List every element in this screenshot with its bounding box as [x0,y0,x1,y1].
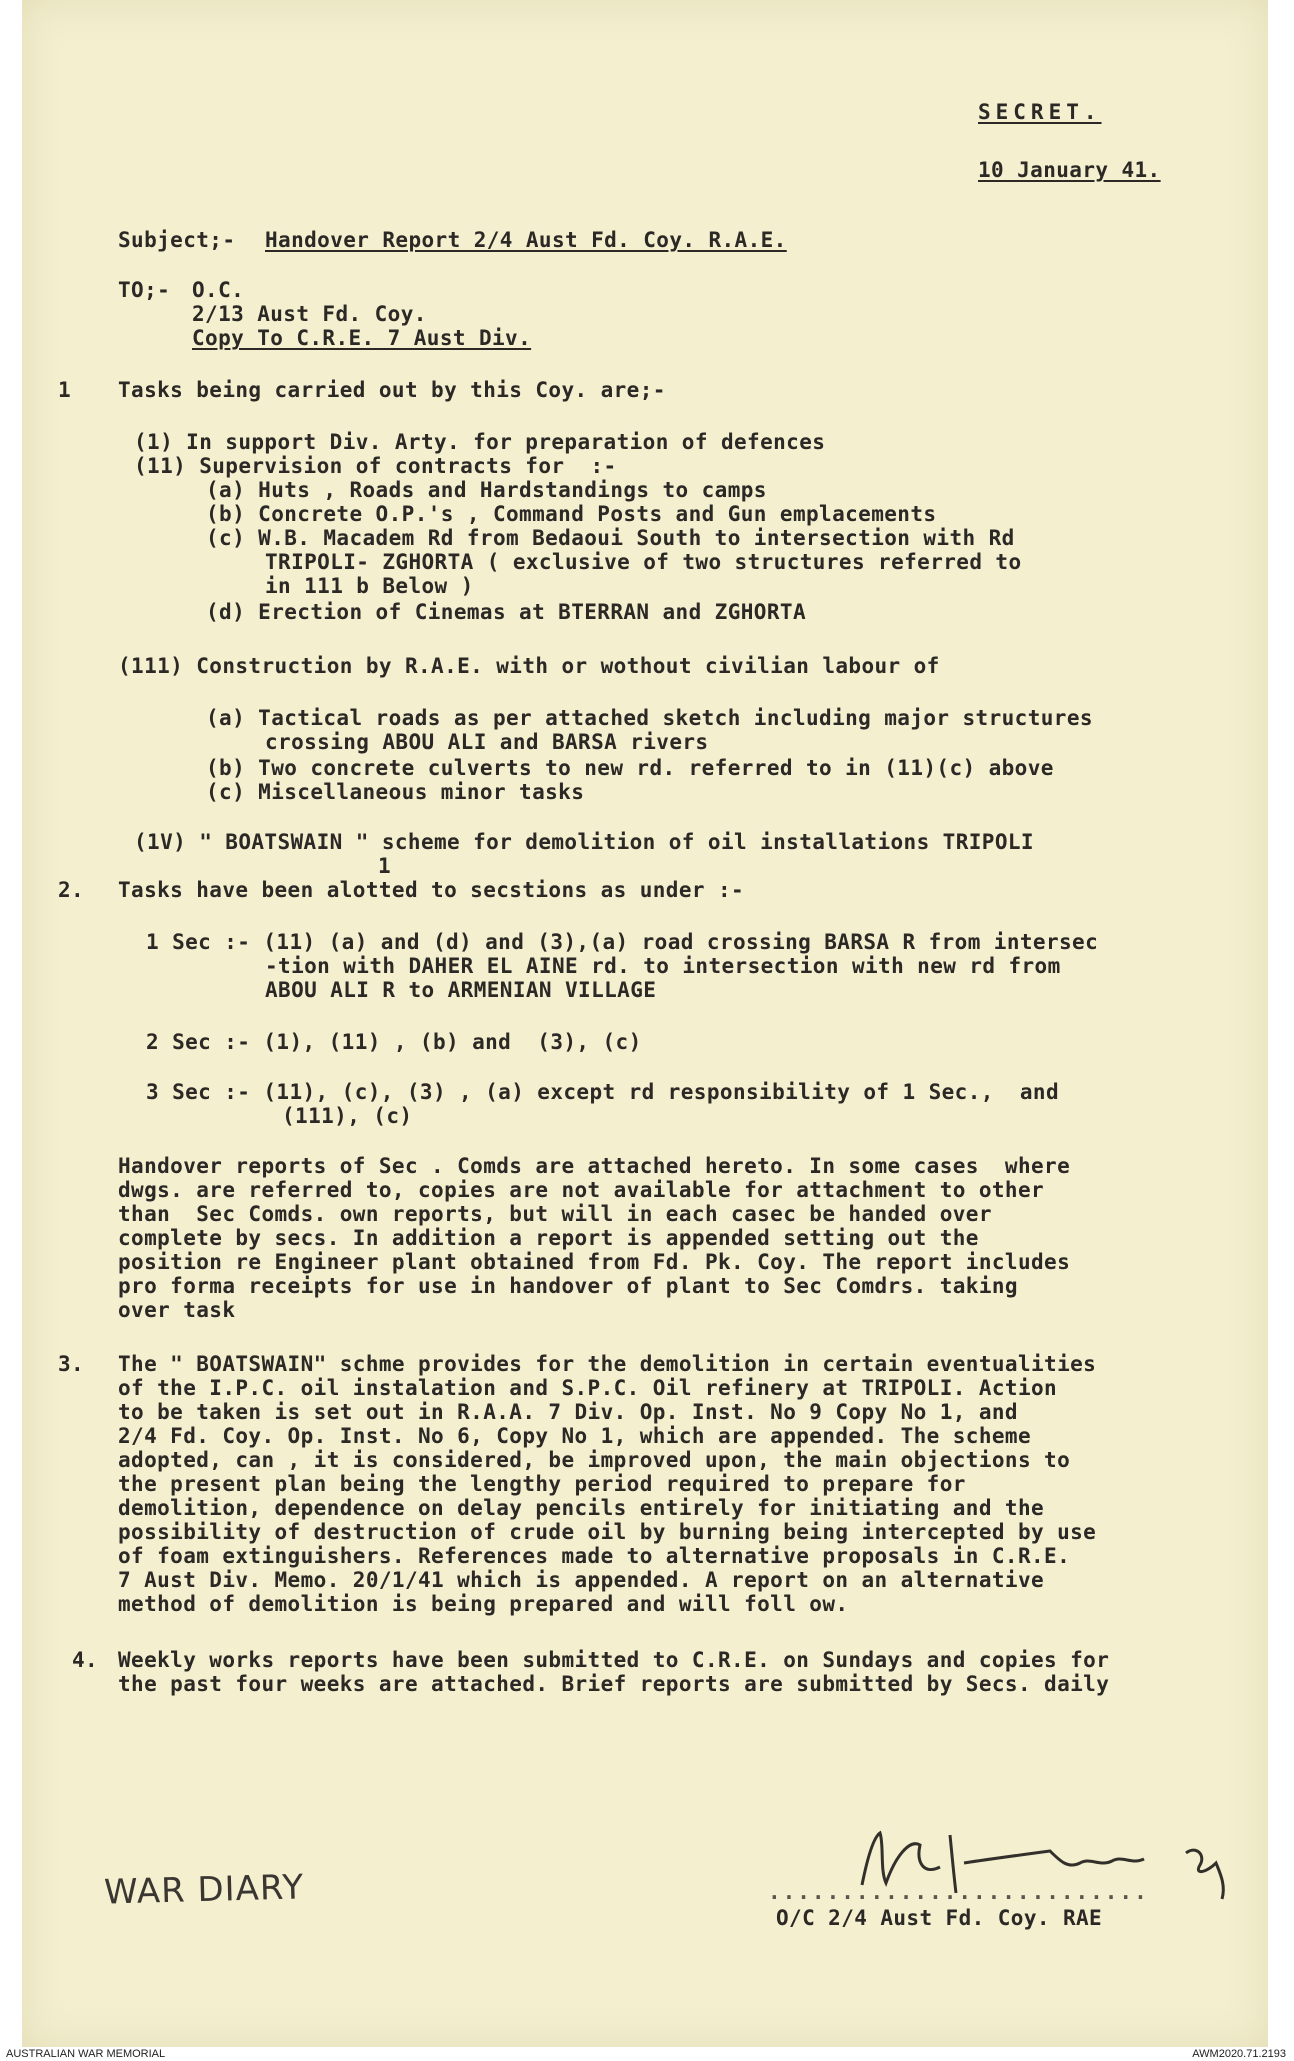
para-2-line: -tion with DAHER EL AINE rd. to intersection with new rd from [265,954,1061,978]
para-1-lead: Tasks being carried out by this Coy. are;- [118,378,666,402]
para-1-line: (111) Construction by R.A.E. with or wothout civilian labour of [118,654,940,678]
para-4-number: 4. [72,1648,99,1672]
subject-label: Subject;- [118,228,236,252]
war-diary-handwriting: WAR DIARY [103,1867,305,1913]
para-2-lead: Tasks have been alotted to secstions as under :- [118,878,745,902]
classification-stamp: SECRET. [978,100,1102,124]
para-1-line: (c) Miscellaneous minor tasks [206,780,585,804]
copy-to-line: Copy To C.R.E. 7 Aust Div. [192,326,532,350]
para-3-number: 3. [58,1352,85,1376]
para-3-line: possibility of destruction of crude oil by burning being intercepted by use [118,1520,1097,1544]
para-1-line: (b) Two concrete culverts to new rd. referred to in (11)(c) above [206,756,1054,780]
para-2-body-line: Handover reports of Sec . Comds are attached hereto. In some cases where [118,1154,1071,1178]
para-2-line: 1 Sec :- (11) (a) and (d) and (3),(a) road crossing BARSA R from intersec [146,930,1099,954]
para-2-body-line: than Sec Comds. own reports, but will in each casec be handed over [118,1202,992,1226]
para-2-body-line: dwgs. are referred to, copies are not available for attachment to other [118,1178,1045,1202]
subject-text: Handover Report 2/4 Aust Fd. Coy. R.A.E. [265,228,787,252]
para-1-line: 1 [378,854,392,878]
para-1-line: crossing ABOU ALI and BARSA rivers [265,730,709,754]
para-2-line: (111), (c) [282,1104,413,1128]
para-3-line: 2/4 Fd. Coy. Op. Inst. No 6, Copy No 1, which are appended. The scheme [118,1424,1032,1448]
para-2-body-line: pro forma receipts for use in handover of plant to Sec Comdrs. taking [118,1274,1018,1298]
para-3-line: adopted, can , it is considered, be improved upon, the main objections to [118,1448,1071,1472]
para-1-line: (a) Huts , Roads and Hardstandings to camps [206,478,767,502]
para-3-line: demolition, dependence on delay pencils entirely for initiating and the [118,1496,1045,1520]
document-date: 10 January 41. [978,158,1161,182]
footer-left: AUSTRALIAN WAR MEMORIAL [6,2048,166,2060]
para-3-line: method of demolition is being prepared and will foll ow. [118,1592,849,1616]
para-1-line: (b) Concrete O.P.'s , Command Posts and Gun emplacements [206,502,937,526]
para-2-body-line: over task [118,1298,236,1322]
para-1-number: 1 [58,378,72,402]
para-1-line: (1) In support Div. Arty. for preparation of defences [134,430,826,454]
archive-footer [0,2047,1294,2061]
para-1-line: TRIPOLI- ZGHORTA ( exclusive of two structures referred to [265,550,1022,574]
signature-dots: .......................... [768,1880,1149,1904]
para-2-line: ABOU ALI R to ARMENIAN VILLAGE [265,978,657,1002]
to-label: TO;- [118,278,171,302]
para-3-line: of the I.P.C. oil instalation and S.P.C. Oil refinery at TRIPOLI. Action [118,1376,1058,1400]
para-1-line: (11) Supervision of contracts for :- [134,454,617,478]
para-4-line: Weekly works reports have been submitted to C.R.E. on Sundays and copies for [118,1648,1110,1672]
para-3-line: to be taken is set out in R.A.A. 7 Div. Op. Inst. No 9 Copy No 1, and [118,1400,1018,1424]
para-1-line: (c) W.B. Macadem Rd from Bedaoui South to intersection with Rd [206,526,1015,550]
para-2-line: 2 Sec :- (1), (11) , (b) and (3), (c) [146,1030,642,1054]
para-3-line: of foam extinguishers. References made to alternative proposals in C.R.E. [118,1544,1071,1568]
signature-title: O/C 2/4 Aust Fd. Coy. RAE [776,1906,1103,1930]
para-2-body-line: complete by secs. In addition a report is appended setting out the [118,1226,979,1250]
para-1-line: (a) Tactical roads as per attached sketch including major structures [206,706,1093,730]
footer-right: AWM2020.71.2193 [1192,2048,1286,2060]
para-3-line: the present plan being the lengthy period required to prepare for [118,1472,966,1496]
para-3-line: The " BOATSWAIN" schme provides for the demolition in certain eventualities [118,1352,1097,1376]
to-line-2: 2/13 Aust Fd. Coy. [192,302,427,326]
to-line-1: O.C. [192,278,245,302]
para-3-line: 7 Aust Div. Memo. 20/1/41 which is appended. A report on an alternative [118,1568,1045,1592]
para-4-line: the past four weeks are attached. Brief reports are submitted by Secs. daily [118,1672,1110,1696]
para-1-line: (1V) " BOATSWAIN " scheme for demolition of oil installations TRIPOLI [134,830,1034,854]
para-2-line: 3 Sec :- (11), (c), (3) , (a) except rd responsibility of 1 Sec., and [146,1080,1060,1104]
para-1-line: in 111 b Below ) [265,574,474,598]
para-2-body-line: position re Engineer plant obtained from Fd. Pk. Coy. The report includes [118,1250,1071,1274]
para-2-number: 2. [58,878,85,902]
para-1-line: (d) Erection of Cinemas at BTERRAN and ZGHORTA [206,600,806,624]
